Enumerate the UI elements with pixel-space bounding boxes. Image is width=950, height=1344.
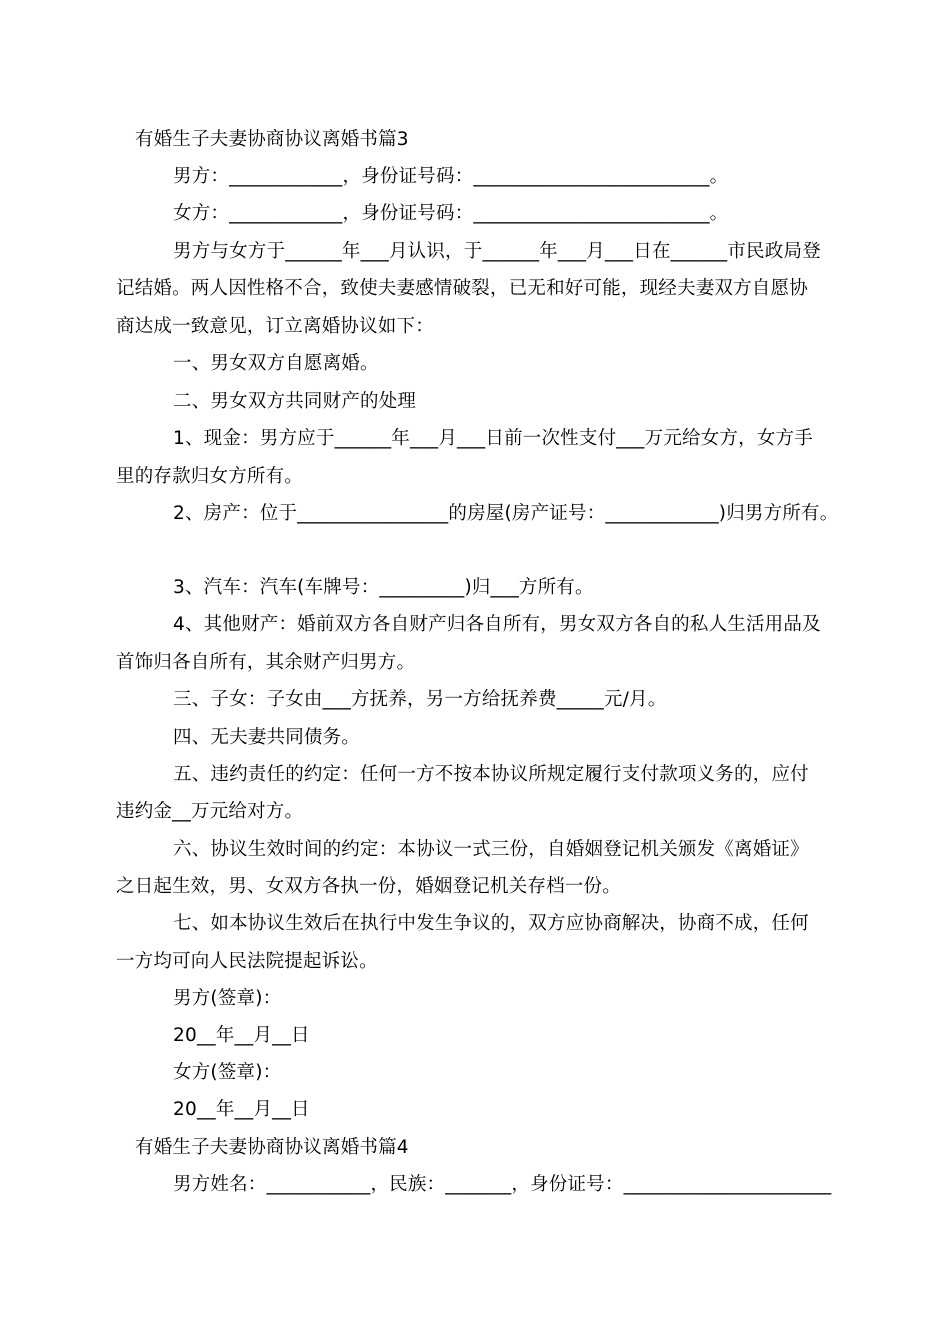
dispute-line-2: 一方均可向人民法院提起诉讼。 <box>116 951 378 972</box>
section-3-heading: 有婚生子夫妻协商协议离婚书篇3 <box>135 129 409 150</box>
male-signature-date: 20__年__月__日 <box>173 1025 310 1046</box>
female-signature-label: 女方(签章)： <box>173 1062 282 1083</box>
intro-line-2: 记结婚。两人因性格不合，致使夫妻感情破裂，已无和好可能，现经夫妻双方自愿协 <box>116 278 808 299</box>
effective-line-1: 六、协议生效时间的约定：本协议一式三份，自婚姻登记机关颁发《离婚证》 <box>173 839 809 860</box>
intro-line-3: 商达成一致意见，订立离婚协议如下： <box>116 316 434 337</box>
cash-line-1: 1、现金：男方应于______年___月___日前一次性支付___万元给女方，女方手 <box>173 428 813 449</box>
cash-line-2: 里的存款归女方所有。 <box>116 466 304 487</box>
car-line: 3、汽车：汽车(车牌号：_________)归___方所有。 <box>173 577 594 598</box>
male-id-line: 男方：____________，身份证号码：_________________________。 <box>173 166 729 187</box>
intro-line-1: 男方与女方于______年___月认识，于______年___月___日在______市民政局登 <box>173 241 821 262</box>
female-signature-date: 20__年__月__日 <box>173 1099 310 1120</box>
children-clause: 三、子女：子女由___方抚养，另一方给抚养费_____元/月。 <box>173 689 667 710</box>
house-line: 2、房产：位于________________的房屋(房产证号：____________)归男方所有。 <box>173 503 839 524</box>
breach-line-2: 违约金__万元给对方。 <box>116 801 304 822</box>
female-id-line: 女方：____________，身份证号码：_________________________。 <box>173 203 729 224</box>
male-info-line: 男方姓名：___________，民族：_______，身份证号：______________________ <box>173 1174 832 1195</box>
breach-line-1: 五、违约责任的约定：任何一方不按本协议所规定履行支付款项义务的，应付 <box>173 764 809 785</box>
effective-line-2: 之日起生效，男、女双方各执一份，婚姻登记机关存档一份。 <box>116 876 621 897</box>
other-property-line-1: 4、其他财产：婚前双方各自财产归各自所有，男女双方各自的私人生活用品及 <box>173 614 821 635</box>
clause-property-title: 二、男女双方共同财产的处理 <box>173 391 417 412</box>
section-4-heading: 有婚生子夫妻协商协议离婚书篇4 <box>135 1137 409 1158</box>
dispute-line-1: 七、如本协议生效后在执行中发生争议的，双方应协商解决，协商不成，任何 <box>173 913 809 934</box>
debt-clause: 四、无夫妻共同债务。 <box>173 727 361 748</box>
clause-voluntary-divorce: 一、男女双方自愿离婚。 <box>173 353 379 374</box>
other-property-line-2: 首饰归各自所有，其余财产归男方。 <box>116 652 416 673</box>
male-signature-label: 男方(签章)： <box>173 988 282 1009</box>
